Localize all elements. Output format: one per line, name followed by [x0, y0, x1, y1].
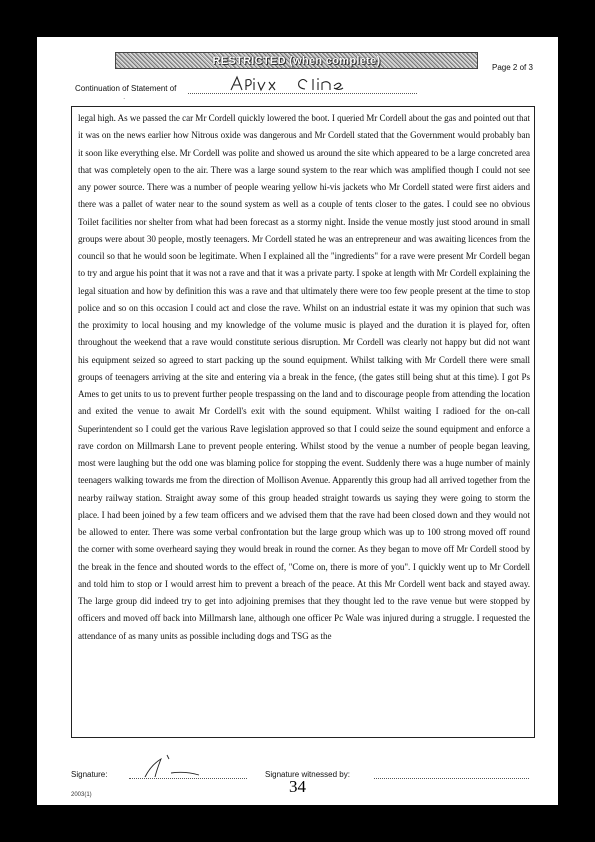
handwritten-name: [227, 74, 377, 98]
restricted-banner: [115, 52, 478, 69]
form-code: 2003(1): [71, 792, 92, 798]
handwritten-name-scrawl: [227, 74, 377, 94]
witness-label: Signature witnessed by:: [265, 770, 350, 779]
stray-mark: ·: [123, 95, 126, 103]
continuation-label: Continuation of Statement of: [75, 84, 177, 93]
statement-text-box: [71, 106, 535, 738]
statement-body-text: legal high. As we passed the car Mr Cordell quickly lowered the boot. I queried Mr Cordell about the gas and pointed out that it was on the news earlier how Nitrous oxide was dangerous and Mr Cordell stated that the Government would probably ban it soon like everything else. Mr Cordell was polite and showed us around the site which appeared to be a large concreted area that was completely open to the air. There was a large sound system to the rear which was amplified though I could not see any power source. There was a number of people wearing yellow hi-vis jackets who Mr Cordell stated were first aiders and there was a pallet of water near to the sound system as well as a couple of tents closer to the gates. I could see no obvious Toilet facilities nor shelter from what had been forecast as a stormy night. Inside the venue mostly just stood around in small groups were about 30 people, mostly teenagers. Mr Cordell stated he was an entrepreneur and was awaiting licences from the council so that he would soon be legitimate. When I explained all the "ingredients" for a rave were present Mr Cordell began to try and argue his point that it was not a rave and that it was a private party. I spoke at length with Mr Cordell explaining the legal situation and how by definition this was a rave and that ultimately there were too few people present at the time to stop police and so on this occasion I could act and close the rave. Whilst on an industrial estate it was my opinion that such was the proximity to local housing and my knowledge of the volume music is played and the duration it is played for, often throughout the weekend that a rave would constitute serious disruption. Mr Cordell was clearly not happy but did not want his equipment seized so agreed to start packing up the sound equipment. Whilst talking with Mr Cordell there were small groups of teenagers arriving at the site and entering via a break in the fence, (the gates still being shut at this time). I got Ps Ames to get units to us to prevent further people trespassing on the land and to discourage people from attending the location and exited the venue to await Mr Cordell's exit with the sound equipment. Whilst waiting I radioed for the on-call Superintendent so I could get the various Rave legislation approved so that I could seize the sound equipment and enforce a rave cordon on Millmarsh Lane to prevent people entering. Whilst stood by the venue a number of people began leaving, most were laughing but the odd one was blaming police for stopping the event. Suddenly there was a huge number of mainly teenagers walking towards me from the direction of Mollison Avenue. Apparently this group had all arrived together from the nearby railway station. Straight away some of this group headed straight towards us saying they were going to storm the place. I had been joined by a few team officers and we advised them that the rave had been closed down and they would not be allowed to enter. There was some verbal confrontation but the large group which was up to 100 strong moved off round the corner with some overheard saying they would break in round the corner. As they began to move off Mr Cordell stood by the break in the fence and shouted words to the effect of, "Come on, there is more of you". I quickly went up to Mr Cordell and told him to stop or I would arrest him to prevent a breach of the peace. At this Mr Cordell went back and stayed away. The large group did indeed try to get into adjoining premises that they thought led to the rave venue but were stopped by officers and moved off back into Millmarsh lane, although one officer Pc Wale was injured during a struggle. I requested the attendance of as many units as possible including dogs and TSG as the: [78, 113, 530, 641]
restricted-banner-text: RESTRICTED (when complete): [212, 54, 381, 67]
statement-page: [37, 37, 558, 805]
page-number: Page 2 of 3: [492, 63, 533, 72]
signature-label: Signature:: [71, 770, 108, 779]
bundle-page-number: 34: [289, 777, 306, 796]
